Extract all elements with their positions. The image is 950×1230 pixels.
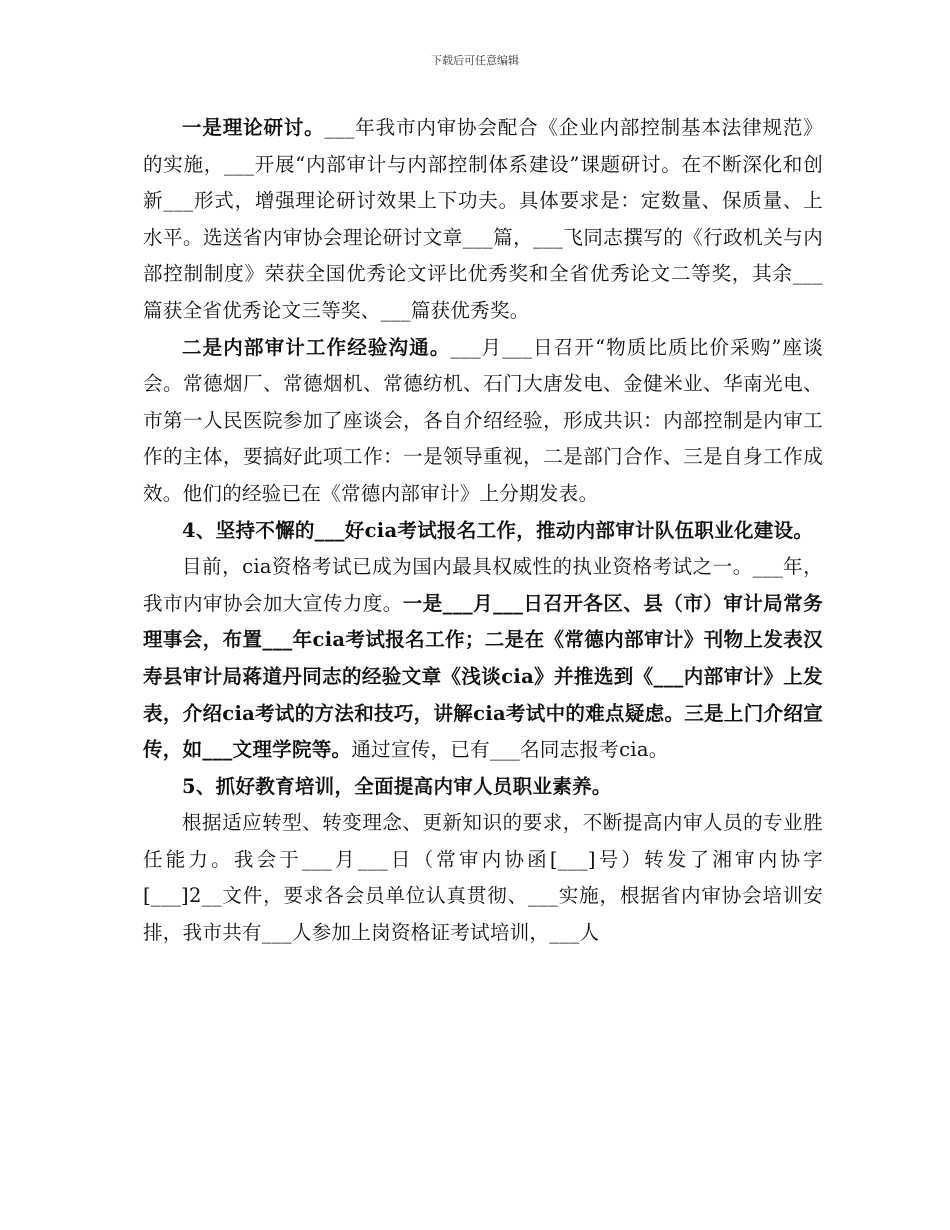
paragraph-text-pre: 目前，cia资格考试已成为国内最具权威性的执业资格考试之一。___年，我市内审协会加大宣传力度。 bbox=[143, 555, 823, 615]
paragraph-text-bold: 一是___月___日召开各区、县（市）审计局常务理事会，布置___年cia考试报名工作；二是在《常德内部审计》刊物上发表汉寿县审计局蒋道丹同志的经验文章《浅谈cia》并推选到《___内部审计》上发表，介绍cia考试的方法和技巧，讲解cia考试中的难点疑虑。三是上门介绍宣传，如___文理学院等。 bbox=[143, 591, 823, 762]
paragraph-text-post: 通过宣传，已有___名同志报考cia。 bbox=[351, 738, 669, 762]
section-heading-5: 5、抓好教育培训，全面提高内审人员职业素养。 bbox=[182, 774, 612, 798]
paragraph-text: ___月___日召开“物质比质比价采购”座谈会。常德烟厂、常德烟机、常德纺机、石门大唐发电、金健米业、华南光电、市第一人民医院参加了座谈会，各自介绍经验，形成共识：内部控制是内审工作的主体，要搞好此项工作：一是领导重视，二是部门合作、三是自身工作成效。他们的经验已在《常德内部审计》上分期发表。 bbox=[143, 335, 823, 505]
paragraph-text: ___年我市内审协会配合《企业内部控制基本法律规范》的实施，___开展“内部审计与内部控制体系建设”课题研讨。在不断深化和创新___形式，增强理论研讨效果上下功夫。具体要求是：定数量、保质量、上水平。选送省内审协会理论研讨文章___篇，___飞同志撰写的《行政机关与内部控制制度》荣获全国优秀论文评比优秀奖和全省优秀论文二等奖，其余___篇获全省优秀论文三等奖、___篇获优秀奖。 bbox=[143, 116, 823, 322]
paragraph-lead: 一是理论研讨。 bbox=[182, 116, 325, 139]
section-heading-4: 4、坚持不懈的___好cia考试报名工作，推动内部审计队伍职业化建设。 bbox=[182, 518, 814, 542]
page-header-note: 下载后可任意编辑 bbox=[431, 54, 519, 67]
document-body bbox=[143, 110, 823, 952]
paragraph-theory-seminar bbox=[143, 110, 823, 330]
paragraph-experience-exchange bbox=[143, 330, 823, 513]
paragraph-training: 根据适应转型、转变理念、更新知识的要求，不断提高内审人员的专业胜任能力。我会于___月___日（常审内协函[___]号）转发了湘审内协字[___]2__文件，要求各会员单位认真贯彻、___实施，根据省内审协会培训安排，我市共有___人参加上岗资格证考试培训，___人 bbox=[143, 811, 823, 945]
paragraph-cia-exam bbox=[143, 549, 823, 769]
paragraph-lead: 二是内部审计工作经验沟通。 bbox=[182, 335, 451, 359]
